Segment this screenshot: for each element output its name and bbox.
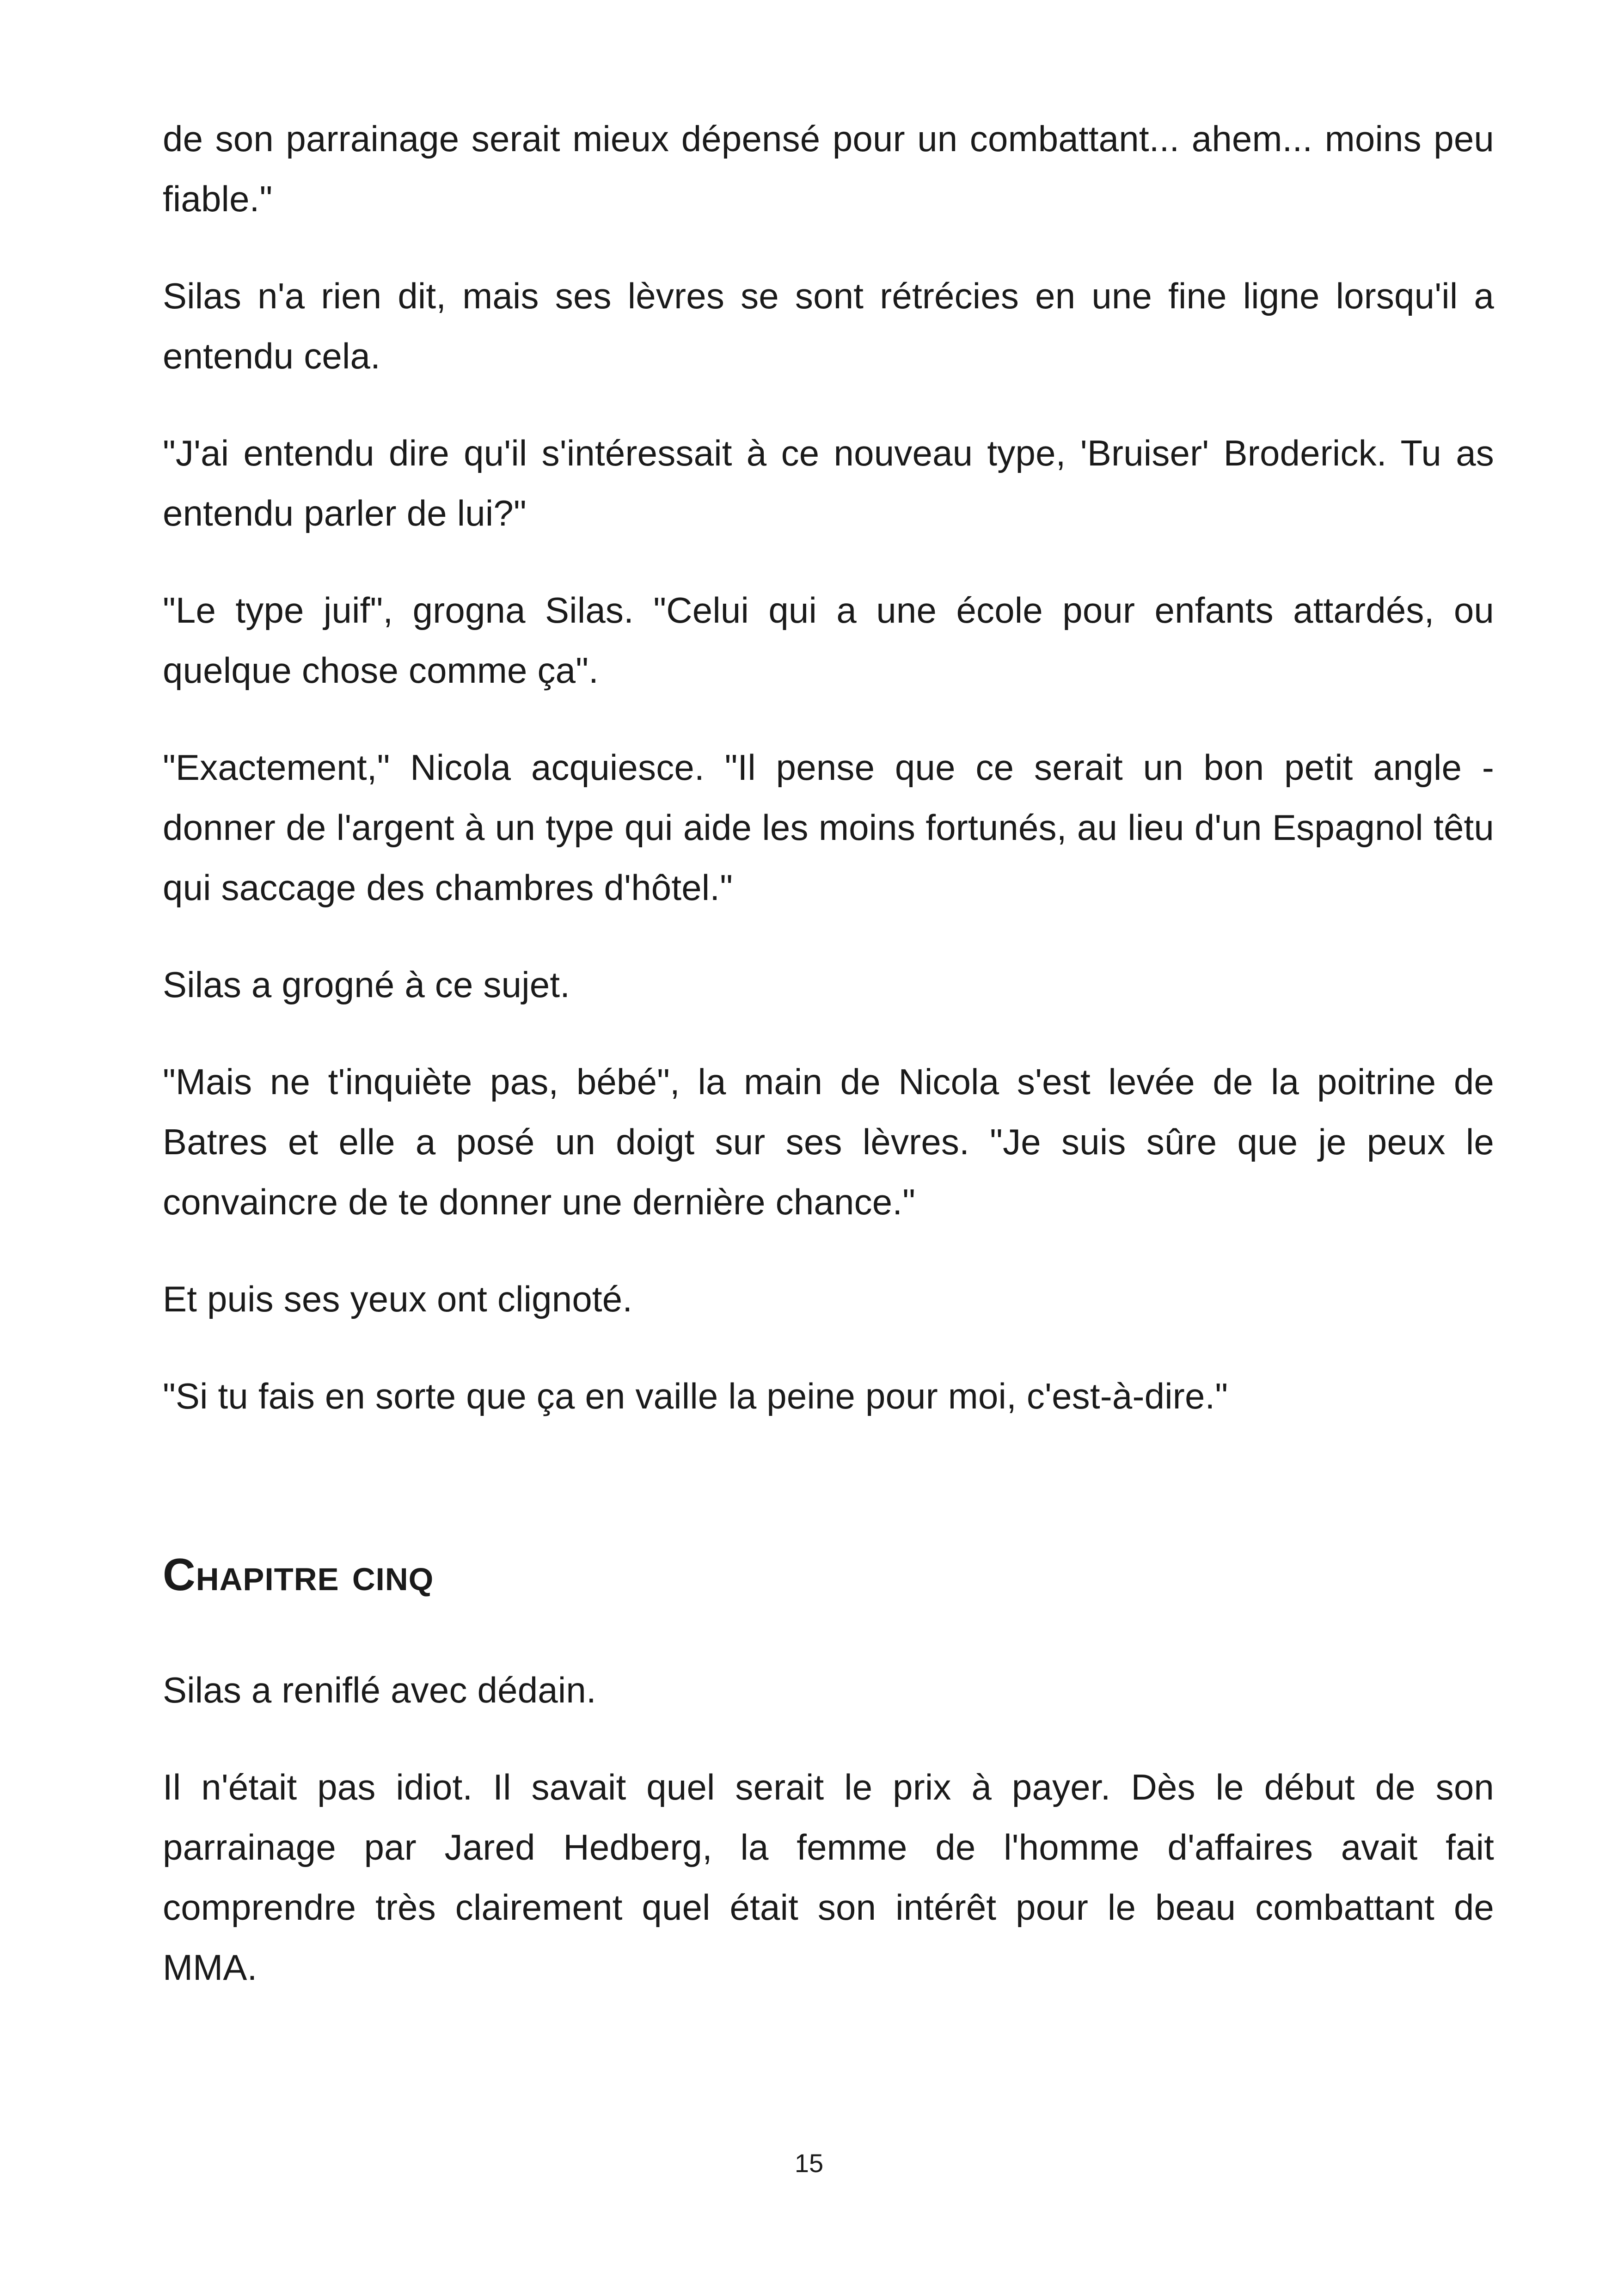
- chapter-title: Chapitre cinq: [163, 1549, 434, 1600]
- paragraph: "Le type juif", grogna Silas. "Celui qui a une école pour enfants attardés, ou quelque chose comme ça".: [163, 590, 1494, 691]
- page-content: [163, 109, 1494, 2034]
- paragraph: "Exactement," Nicola acquiesce. "Il pense que ce serait un bon petit angle - donner de l'argent à un type qui aide les moins fortunés, au lieu d'un Espagnol têtu qui saccage des chambres d'hôtel.": [163, 747, 1494, 908]
- paragraph: "J'ai entendu dire qu'il s'intéressait à ce nouveau type, 'Bruiser' Broderick. Tu as entendu parler de lui?": [163, 433, 1494, 533]
- paragraph: "Si tu fais en sorte que ça en vaille la peine pour moi, c'est-à-dire.": [163, 1376, 1228, 1416]
- paragraph: Et puis ses yeux ont clignoté.: [163, 1279, 633, 1319]
- paragraph: Il n'était pas idiot. Il savait quel serait le prix à payer. Dès le début de son parrainage par Jared Hedberg, la femme de l'homme d'affaires avait fait comprendre très clairement quel était son intérêt pour le beau combattant de MMA.: [163, 1767, 1494, 1988]
- paragraph: de son parrainage serait mieux dépensé pour un combattant... ahem... moins peu fiable.": [163, 118, 1494, 219]
- paragraph: Silas n'a rien dit, mais ses lèvres se sont rétrécies en une fine ligne lorsqu'il a entendu cela.: [163, 276, 1494, 376]
- paragraph: "Mais ne t'inquiète pas, bébé", la main de Nicola s'est levée de la poitrine de Batres et elle a posé un doigt sur ses lèvres. "Je suis sûre que je peux le convaincre de te donner une dernière chance.": [163, 1061, 1494, 1222]
- page-number: 15: [794, 2149, 824, 2178]
- paragraph: Silas a grogné à ce sujet.: [163, 964, 570, 1005]
- paragraph: Silas a reniflé avec dédain.: [163, 1670, 596, 1710]
